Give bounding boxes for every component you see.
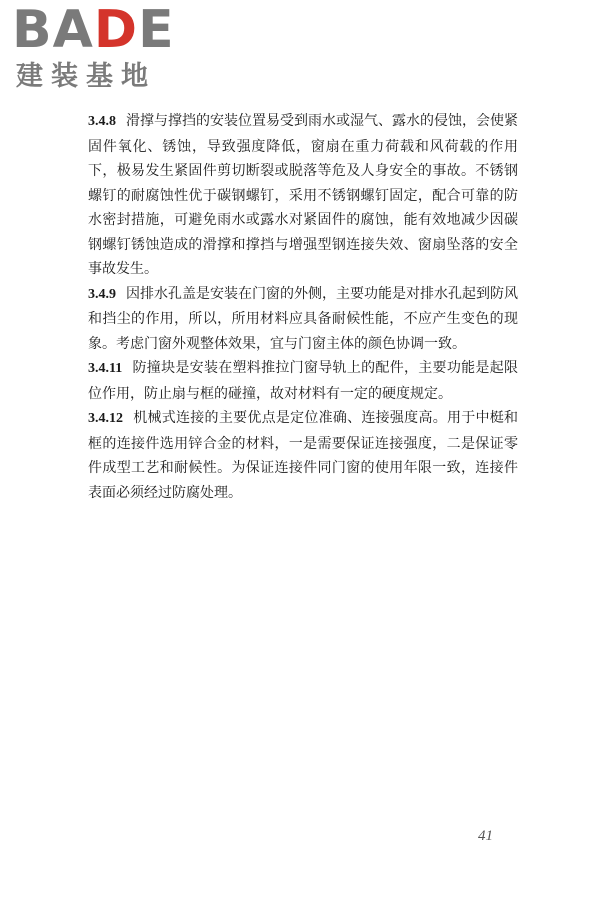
logo-wordmark xyxy=(12,0,175,60)
logo-subtitle: 建装基地 xyxy=(16,61,156,92)
clause-text: 因排水孔盖是安装在门窗的外侧，主要功能是对排水孔起到防风和挡尘的作用，所以，所用材料应具备耐候性能，不应产生变色的现象。考虑门窗外观整体效果，宜与门窗主体的颜色协调一致。 xyxy=(88,285,518,352)
paragraph-3-4-12 xyxy=(88,406,518,505)
paragraph-3-4-11 xyxy=(88,356,518,406)
clause-number: 3.4.11 xyxy=(88,361,123,376)
brand-logo xyxy=(12,0,182,96)
document-body xyxy=(88,109,518,505)
logo-wordmark-part3: E xyxy=(138,0,175,60)
logo-wordmark-part1: BA xyxy=(12,0,94,60)
logo-wordmark-part2: D xyxy=(93,0,139,60)
page-number: 41 xyxy=(478,828,493,844)
clause-number: 3.4.12 xyxy=(88,411,123,426)
paragraph-3-4-9 xyxy=(88,282,518,357)
paragraph-3-4-8 xyxy=(88,109,518,282)
clause-number: 3.4.9 xyxy=(88,286,116,302)
clause-text: 防撞块是安装在塑料推拉门窗导轨上的配件，主要功能是起限位作用，防止扇与框的碰撞，故对材料有一定的硬度规定。 xyxy=(88,360,518,402)
clause-number: 3.4.8 xyxy=(88,114,116,129)
clause-text: 滑撑与撑挡的安装位置易受到雨水或湿气、露水的侵蚀，会使紧固件氧化、锈蚀，导致强度降低，窗扇在重力荷载和风荷载的作用下，极易发生紧固件剪切断裂或脱落等危及人身安全的事故。不锈钢螺钉的耐腐蚀性优于碳钢螺钉，采用不锈钢螺钉固定，配合可靠的防水密封措施，可避免雨水或露水对紧固件的腐蚀，能有效地减少因碳钢螺钉锈蚀造成的滑撑和撑挡与增强型钢连接失效、窗扇坠落的安全事故发生。 xyxy=(88,113,518,277)
clause-text: 机械式连接的主要优点是定位准确、连接强度高。用于中梃和框的连接件选用锌合金的材料，一是需要保证连接强度，二是保证零件成型工艺和耐候性。为保证连接件同门窗的使用年限一致，连接件表面必须经过防腐处理。 xyxy=(88,410,518,501)
